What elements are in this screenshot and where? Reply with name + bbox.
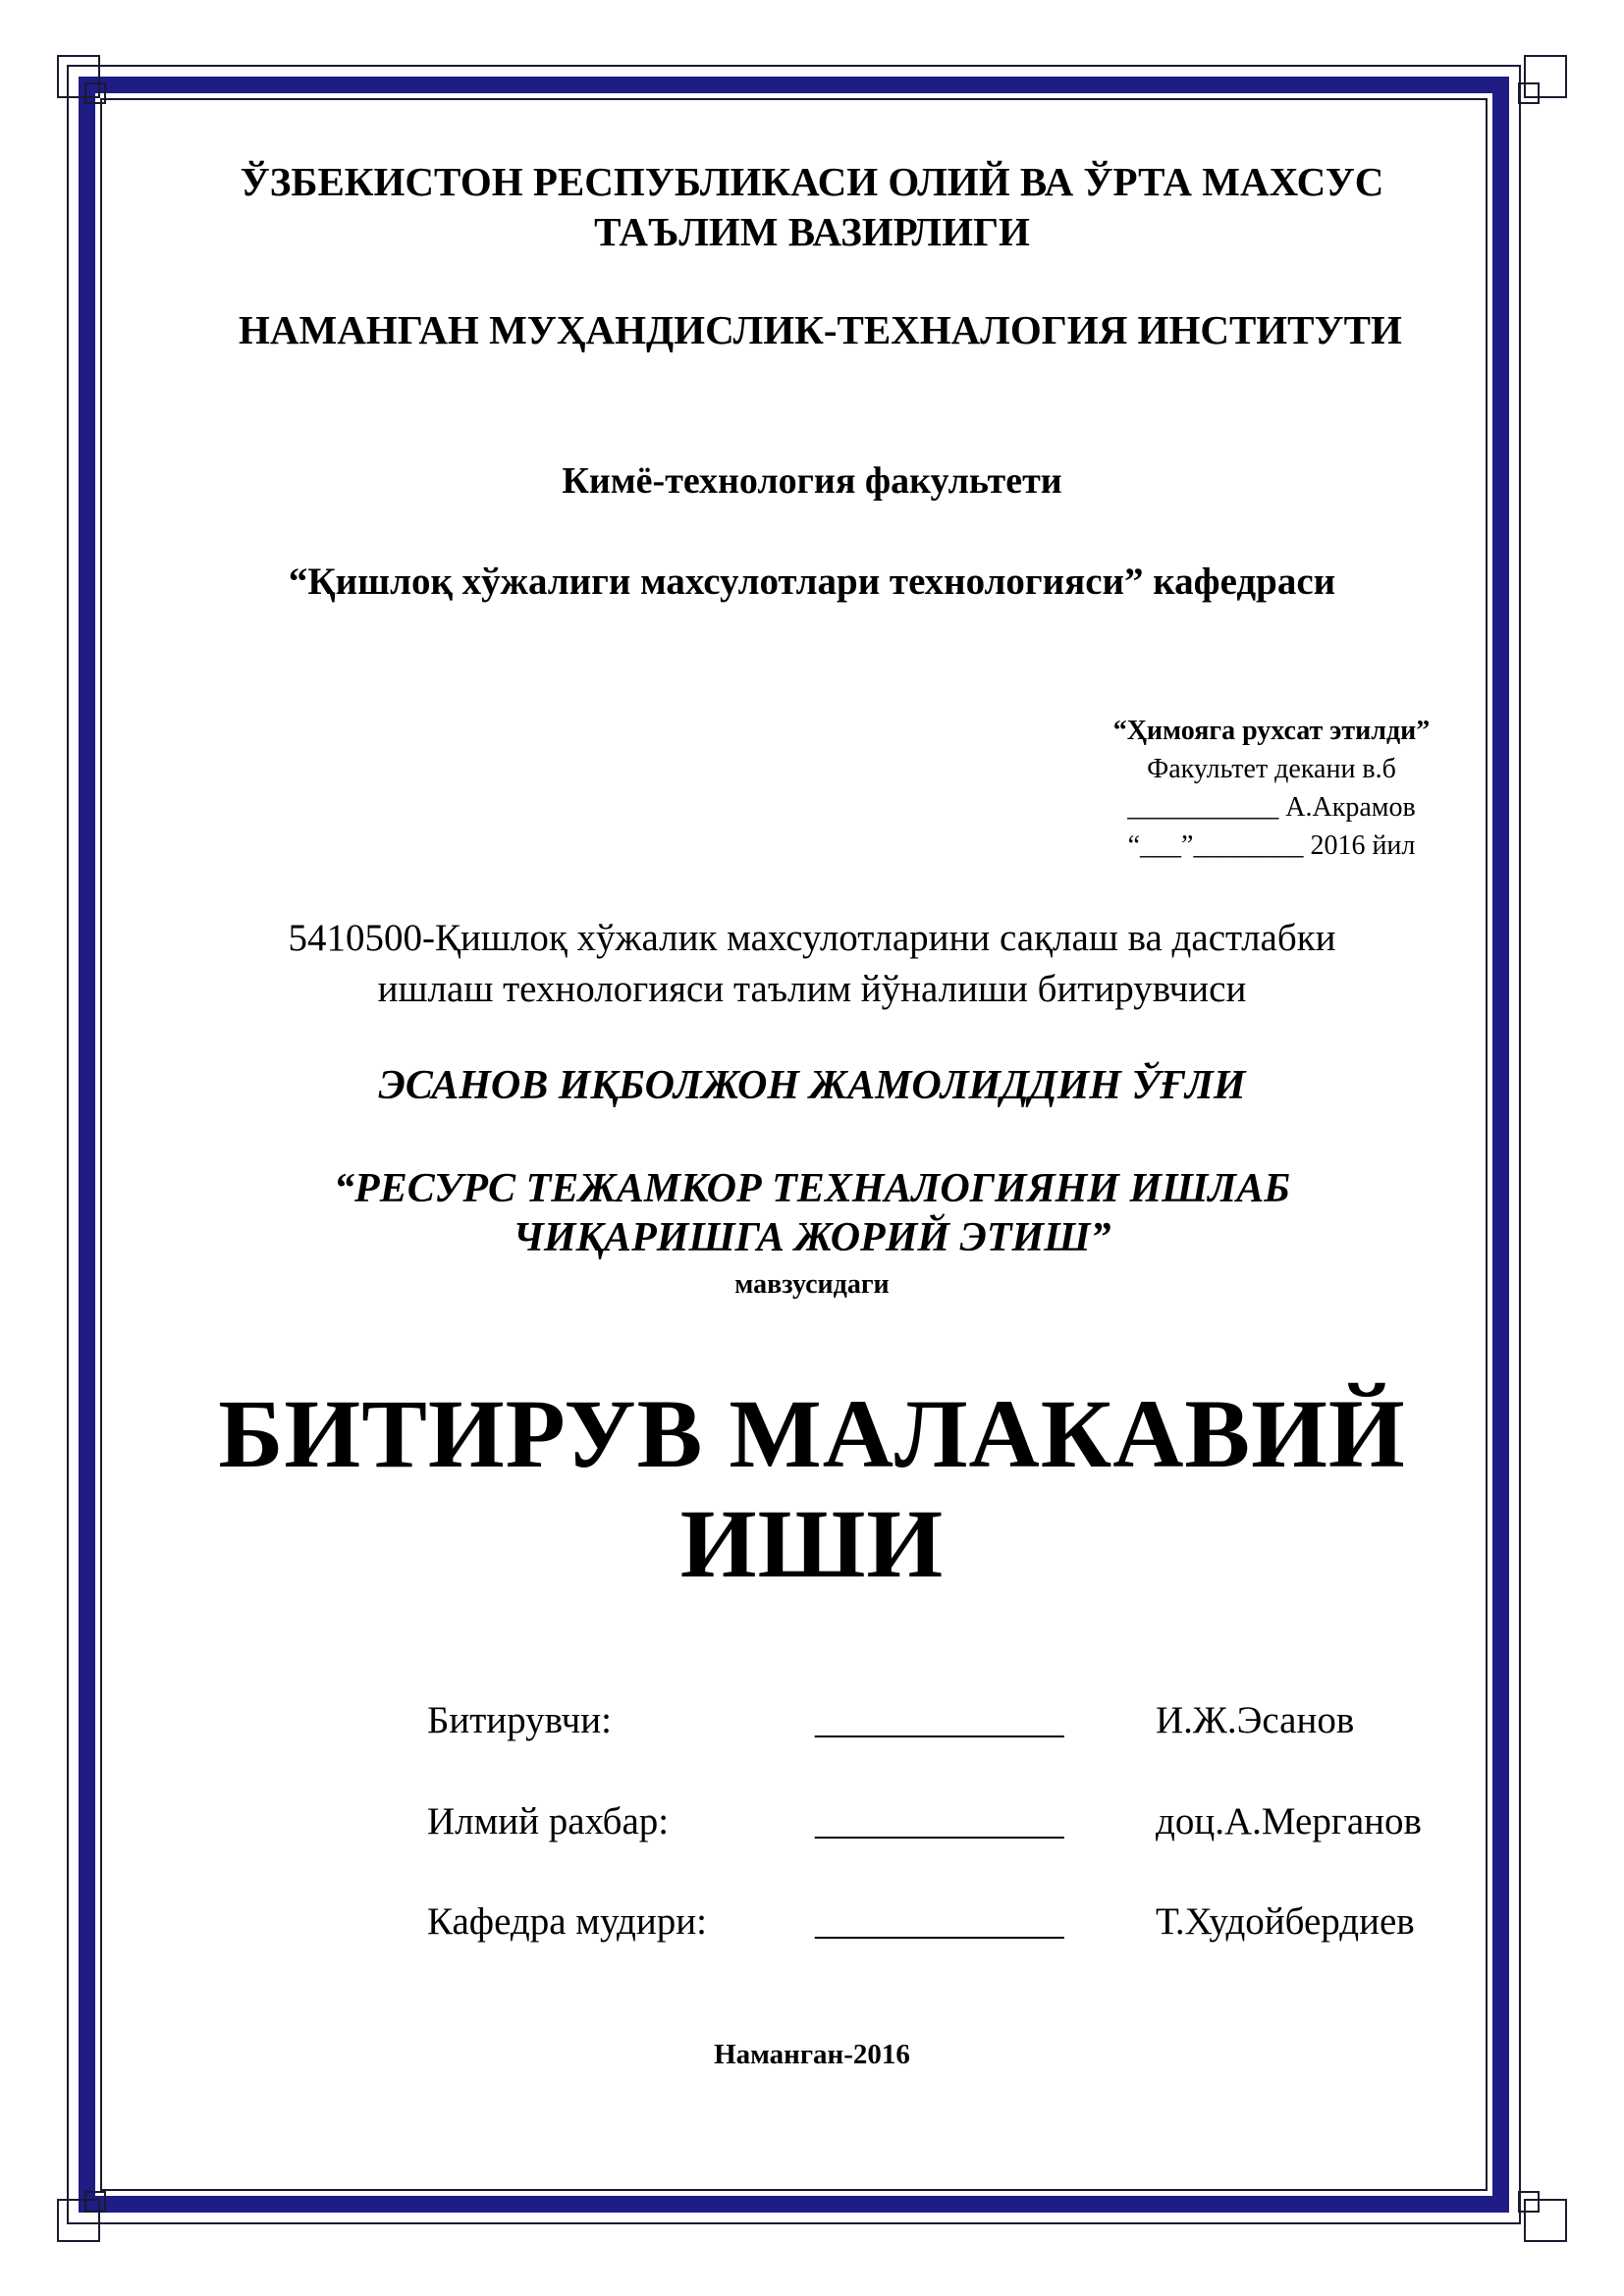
approval-signature: ___________ А.Акрамов <box>1127 792 1416 823</box>
signature-name-head: Т.Худойбердиев <box>1156 1900 1415 1943</box>
topic-line-1: “РЕСУРС ТЕЖАМКОР ТЕХНАЛОГИЯНИ ИШЛАБ <box>334 1166 1290 1211</box>
ministry-line-2: ТАЪЛИМ ВАЗИРЛИГИ <box>594 209 1030 254</box>
border-corner-inner-top-left <box>84 82 106 104</box>
student-name: ЭСАНОВ ИҚБОЛЖОН ЖАМОЛИДДИН ЎҒЛИ <box>378 1063 1246 1108</box>
page-border-inner <box>100 98 1488 2191</box>
signature-label-graduate: Битирувчи: <box>427 1699 612 1741</box>
signature-line-head: _____________ <box>815 1900 1064 1943</box>
approval-title: “Ҳимояга рухсат этилди” <box>1112 716 1431 746</box>
border-corner-inner-bottom-right <box>1518 2191 1540 2213</box>
work-title <box>0 1379 1624 1599</box>
speciality-text <box>0 913 1624 1015</box>
ministry-line-1: ЎЗБЕКИСТОН РЕСПУБЛИКАСИ ОЛИЙ ВА ЎРТА МАХСУС <box>240 159 1384 204</box>
signature-line-supervisor: _____________ <box>815 1800 1064 1842</box>
approval-date: “___”________ 2016 йил <box>1127 830 1416 861</box>
work-title-line-1: БИТИРУВ МАЛАКАВИЙ <box>218 1379 1406 1488</box>
border-corner-inner-bottom-left <box>84 2191 106 2213</box>
thesis-topic <box>0 1164 1624 1262</box>
work-title-line-2: ИШИ <box>679 1489 945 1598</box>
border-corner-inner-top-right <box>1518 82 1540 104</box>
department-name: “Қишлоқ хўжалиги махсулотлари технологияси” кафедраси <box>288 561 1336 603</box>
approval-block <box>1060 712 1483 865</box>
signature-label-head: Кафедра мудири: <box>427 1900 707 1943</box>
speciality-line-2: ишлаш технологияси таълим йўналиши битирувчиси <box>377 968 1247 1010</box>
approval-position: Факультет декани в.б <box>1147 754 1396 784</box>
signature-name-supervisor: доц.А.Мерганов <box>1156 1800 1422 1842</box>
institute-name: НАМАНГАН МУҲАНДИСЛИК-ТЕХНАЛОГИЯ ИНСТИТУТИ <box>239 307 1402 352</box>
faculty-name: Кимё-технология факультети <box>562 460 1062 502</box>
topic-suffix: мавзусидаги <box>734 1269 890 1300</box>
speciality-line-1: 5410500-Қишлоқ хўжалик махсулотларини сақлаш ва дастлабки <box>288 917 1336 959</box>
signature-line-graduate: _____________ <box>815 1699 1064 1741</box>
city-year: Наманган-2016 <box>714 2039 910 2070</box>
signature-label-supervisor: Илмий рахбар: <box>427 1800 670 1842</box>
signature-name-graduate: И.Ж.Эсанов <box>1156 1699 1355 1741</box>
ministry-heading <box>0 157 1624 257</box>
topic-line-2: ЧИҚАРИШГА ЖОРИЙ ЭТИШ” <box>513 1215 1111 1260</box>
